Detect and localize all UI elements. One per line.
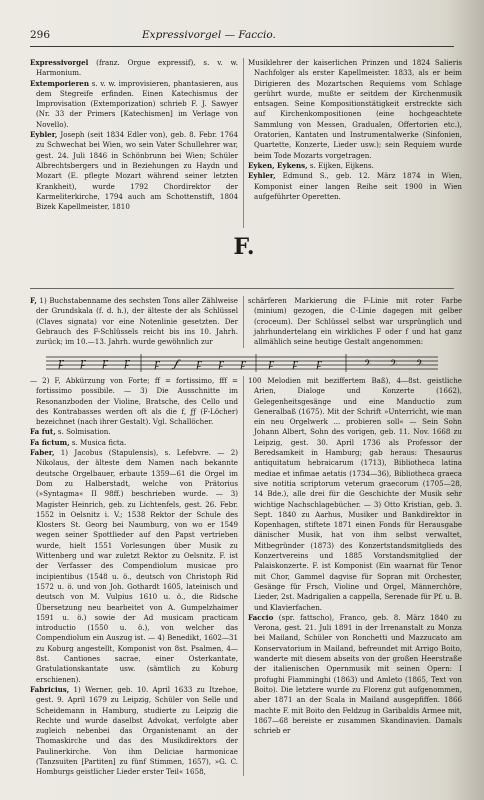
entry xyxy=(248,296,462,347)
entry xyxy=(30,296,238,347)
entry xyxy=(248,171,462,202)
entry xyxy=(30,448,238,685)
entry-text: 1) Jacobus (Stapulensis), s. Lefebvre. — 2) Nikolaus, der älteste dem Namen nach bekannte deutsche Orgelbauer, erbaute 1359—61 die Orgel im Dom zu Halberstadt, welche von Prätorius (»Syntagma« II 98ff.) beschrieben wurde. — 3) Magister Heinrich, geb. zu Lichtenfels, gest. 26. Febr. 1552 in Oelsnitz i. V.; 1538 Rektor der Schule des Klosters St. Georg bei Naumburg, von wo er 1549 wegen seiner Spottlieder auf den Papst vertrieben wurde, hielt 1551 Vorlesungen über Musik zu Wittenberg und war zuletzt Rektor zu Oelsnitz. F. ist der Verfasser des Compendiolum musicae pro incipientibus (1548 u. ö., deutsch von Christoph Rid 1572 u. ö. und von Joh. Gothardt 1605, lateinisch und deutsch von M. Vulpius 1610 u. ö., die Ridsche Übersetzung neu bearbeitet von A. Gumpelzhaimer 1591 u. ö.) sowie der Ad musicam practicam introductio (1550 u. ö.), von welcher das Compendiolum ein Auszug ist. — 4) Benedikt, 1602—31 zu Koburg angestellt, Komponist von 8st. Psalmen, 4—8st. Cantiones sacrae, einer Osterkantate, Gratulationskantate usw. (sämtlich zu Koburg erschienen). xyxy=(36,448,238,684)
header-rule xyxy=(30,46,454,47)
svg-text:ꝼ: ꝼ xyxy=(240,357,246,370)
entry-headword: Expressivorgel xyxy=(30,58,89,67)
entry-headword: Eyken, Eykens, xyxy=(248,160,308,170)
entry xyxy=(248,161,462,171)
page-header xyxy=(30,28,454,42)
column-divider xyxy=(243,296,244,348)
entry xyxy=(30,130,238,212)
entry-text: s. v. w. improvisieren, phantasieren, aus dem Stegreife erfinden. Einen Katechismus der Improvisation (Extemporization) schrieb F. J. Sawyer (Nr. 33 der Primers [Katechismen] im Verlage von Novello). xyxy=(36,78,238,129)
svg-text:𝄢: 𝄢 xyxy=(416,358,424,371)
entry xyxy=(30,685,238,778)
column-divider xyxy=(243,376,244,776)
entry-text: 1) Werner, geb. 10. April 1633 zu Itzehoe, gest. 9. April 1679 zu Leipzig, Schüler von Selle und Scheidemann in Hamburg, studierte zu Leipzig die Rechte und wurde daselbst Advokat, verfolgte aber zugleich nebenbei das Organistenamt an der Thomaskirche und das des Musikdirektors der Paulinerkirche. Von ihm Deliciae harmonicae (Tanzsuiten [Partiten] zu fünf Stimmen, 1657), »G. C. Homburgs geistlicher Lieder erster Teil« 1658, xyxy=(36,684,238,777)
entry-headword: F, xyxy=(30,296,37,305)
entry xyxy=(30,58,238,79)
entry-headword: Extemporieren xyxy=(30,78,89,88)
svg-text:𝆑: 𝆑 xyxy=(174,357,178,370)
svg-text:𝄢: 𝄢 xyxy=(390,358,398,371)
entry-headword: Faccio xyxy=(248,612,274,622)
right-column-intro xyxy=(248,296,462,347)
entry-text: Edmund S., geb. 12. März 1874 in Wien, Komponist einer langen Reihe seit 1900 in Wien aufgeführter Operetten. xyxy=(254,171,462,201)
entry-headword: Faber, xyxy=(30,448,55,458)
svg-text:𝄢: 𝄢 xyxy=(364,358,372,371)
left-column-intro xyxy=(30,296,238,347)
svg-text:ꝼ: ꝼ xyxy=(292,357,298,370)
column-divider xyxy=(243,58,244,228)
svg-text:ꝼ: ꝼ xyxy=(196,357,202,370)
right-column-main xyxy=(248,376,462,736)
entry-headword: Fabricius, xyxy=(30,684,70,694)
entry xyxy=(30,376,238,427)
entry-text: — 2) F, Abkürzung von Forte; ff = fortissimo, fff = fortissimo possibile. — 3) Die Ausschnitte im Resonanzboden der Violine, Bratsche, des Cello und des Kontrabasses werden oft als die f, ƒƒ (F-Löcher) bezeichnet (nach ihrer Gestalt). Vgl. Schallöcher. xyxy=(30,376,238,427)
entry-text: (franz. Orgue expressif), s. v. w. Harmonium. xyxy=(36,58,238,78)
svg-text:ꝼ: ꝼ xyxy=(154,357,160,370)
section-letter: F. xyxy=(233,234,255,260)
entry-headword: Eyhler, xyxy=(248,171,276,181)
svg-text:ꝼ: ꝼ xyxy=(218,357,224,370)
entry xyxy=(30,438,238,448)
entry-text: s. Musica ficta. xyxy=(69,437,127,447)
svg-text:ꝼ: ꝼ xyxy=(102,356,108,369)
svg-text:ꝼ: ꝼ xyxy=(124,356,130,369)
entry xyxy=(30,427,238,437)
svg-text:ꝼ: ꝼ xyxy=(268,357,274,370)
entry-headword: Eybler, xyxy=(30,130,58,140)
entry-text: schärferen Markierung die F-Linie mit roter Farbe (minium) gezogen, die C-Linie dagegen mit gelber (croceum). Der Schlüssel selbst war ursprünglich und jahrhundertelang ein wirkliches F oder f und hat ganz allmählich seine heutige Gestalt angenommen: xyxy=(248,296,462,347)
right-column-top xyxy=(248,58,462,202)
entry xyxy=(248,613,462,737)
running-title: Expressivorgel — Faccio. xyxy=(142,29,276,41)
entry-text: 1) Buchstabenname des sechsten Tons aller Zählweise der Grundskala (f. d. h.), der älteste der als Schlüssel (Claves signata) vor eine Notenlinie gesetzten. Der Gebrauch des F-Schlüssels reicht bis ins 10. Jahrh. zurück; im 10.—13. Jahrh. wurde gewöhnlich zur xyxy=(36,296,238,347)
entry-text: s. Eijken, Eijkens. xyxy=(307,160,374,170)
entry-text: Musiklehrer der kaiserlichen Prinzen und 1824 Salieris Nachfolger als erster Kapellmeister. 1833, als er beim Dirigieren des Mozartschen Requiems vom Schlage gerührt wurde, mußte er seitdem der Kirchenmusik entsagen. Seine Kompositionstätigkeit erstreckte sich auf Kirchenkompositionen (eine hochgeachtete Sammlung von Messen, Gradualen, Offertorien etc.), Oratorien, Kantaten und Instrumentalwerke (Sinfonien, Quartette, Konzerte, Lieder usw.); sein Requiem wurde beim Tode Mozarts vorgetragen. xyxy=(248,58,462,160)
svg-text:ꝼ: ꝼ xyxy=(58,356,64,369)
left-column-main xyxy=(30,376,238,778)
entry xyxy=(248,376,462,613)
entry-text: Joseph (seit 1834 Edler von), geb. 8. Febr. 1764 zu Schwechat bei Wien, wo sein Vater Schullehrer war, gest. 24. Juli 1846 in Schönbrunn bei Wien; Schüler Albrechtsbergers und in Beziehungen zu Haydn und Mozart (E. pflegte Mozart während seiner letzten Krankheit), wurde 1792 Chordirektor der Karmeliterkirche, 1794 auch am Schottenstift, 1804 Bizek Kapellmeister, 1810 xyxy=(36,130,238,212)
entry-text: s. Solmisation. xyxy=(55,427,111,437)
left-column-top xyxy=(30,58,238,212)
entry-text: (spr. fattscho), Franco, geb. 8. März 1840 zu Verona, gest. 21. Juli 1891 in der Irrenanstalt zu Monza bei Mailand, Schüler von Ronchetti und Mazzucato am Konservatorium in Mailand, befreundet mit Arrigo Boito, wanderte mit diesem abseits von der großen Heerstraße der italienischen Opernmusik mit seinen Opern: I profughi Fiamminghi (1863) und Amleto (1865, Text von Boito). Die letztere wurde zu Florenz gut aufgenommen, aber 1871 an der Scala in Mailand ausgepfiffen. 1866 machte F. mit Boito den Feldzug in Garibaldis Armee mit, 1867—68 bereiste er zusammen Skandinavien. Damals schrieb er xyxy=(254,612,462,736)
page-number: 296 xyxy=(30,29,51,41)
entry xyxy=(248,58,462,161)
clef-evolution-staff xyxy=(46,352,438,374)
entry-headword: Fa fut, xyxy=(30,427,56,437)
section-rule xyxy=(30,288,454,289)
svg-text:ꝼ: ꝼ xyxy=(80,356,86,369)
entry-text: 100 Melodien mit beziffertem Baß), 4—8st. geistliche Arien, Dialoge und Konzerte (1662), Gelegenheitsgesänge und eine Manductio zum Generalbaß (1675). Mit der Schrift »Unterricht, wie man ein neu Orgelwerk ... probieren soll« — Sein Sohn Johann Albert, Sohn des vorigen, geb. 11. Nov. 1668 zu Leipzig, gest. 30. April 1736 als Professor der Beredsamkeit in Hamburg; gab heraus: Thesaurus antiquitatum hebraicarum (1713), Bibliotheca latina mediae et infimae aetatis (1734—36), Bibliotheca graeca sive notitia scriptorum veterum graecorum (1705—28, 14 Bde.), alle drei für die Geschichte der Musik sehr wichtige Nachschlagebücher. — 3) Otto Kristian, geb. 3. Sept. 1840 zu Aarhus, Musiker und Bankdirektor in Kopenhagen, stiftete 1871 einen Fonds für Herausgabe dänischer Musik, hat von ihm selbst verwaltet, Mitbegründer (1873) des Konzertstandsmitglieds des Konzertvereins und 1885 Vorstandsmitglied der Palaiskonzerte. F. ist Komponist (Ein waarnat für Tenor mit Chor, Gammel dagvise für Sopran mit Orchester, Gesänge für Frsch, Violine und Orgel, Männerchöre, Lieder, 2st. Madrigalien a cappella, Serenade für Pf. u. B. und Klavierfachen. xyxy=(248,376,462,612)
entry xyxy=(30,79,238,130)
entry-headword: Fa fictum, xyxy=(30,437,70,447)
svg-text:ꝼ: ꝼ xyxy=(316,357,322,370)
